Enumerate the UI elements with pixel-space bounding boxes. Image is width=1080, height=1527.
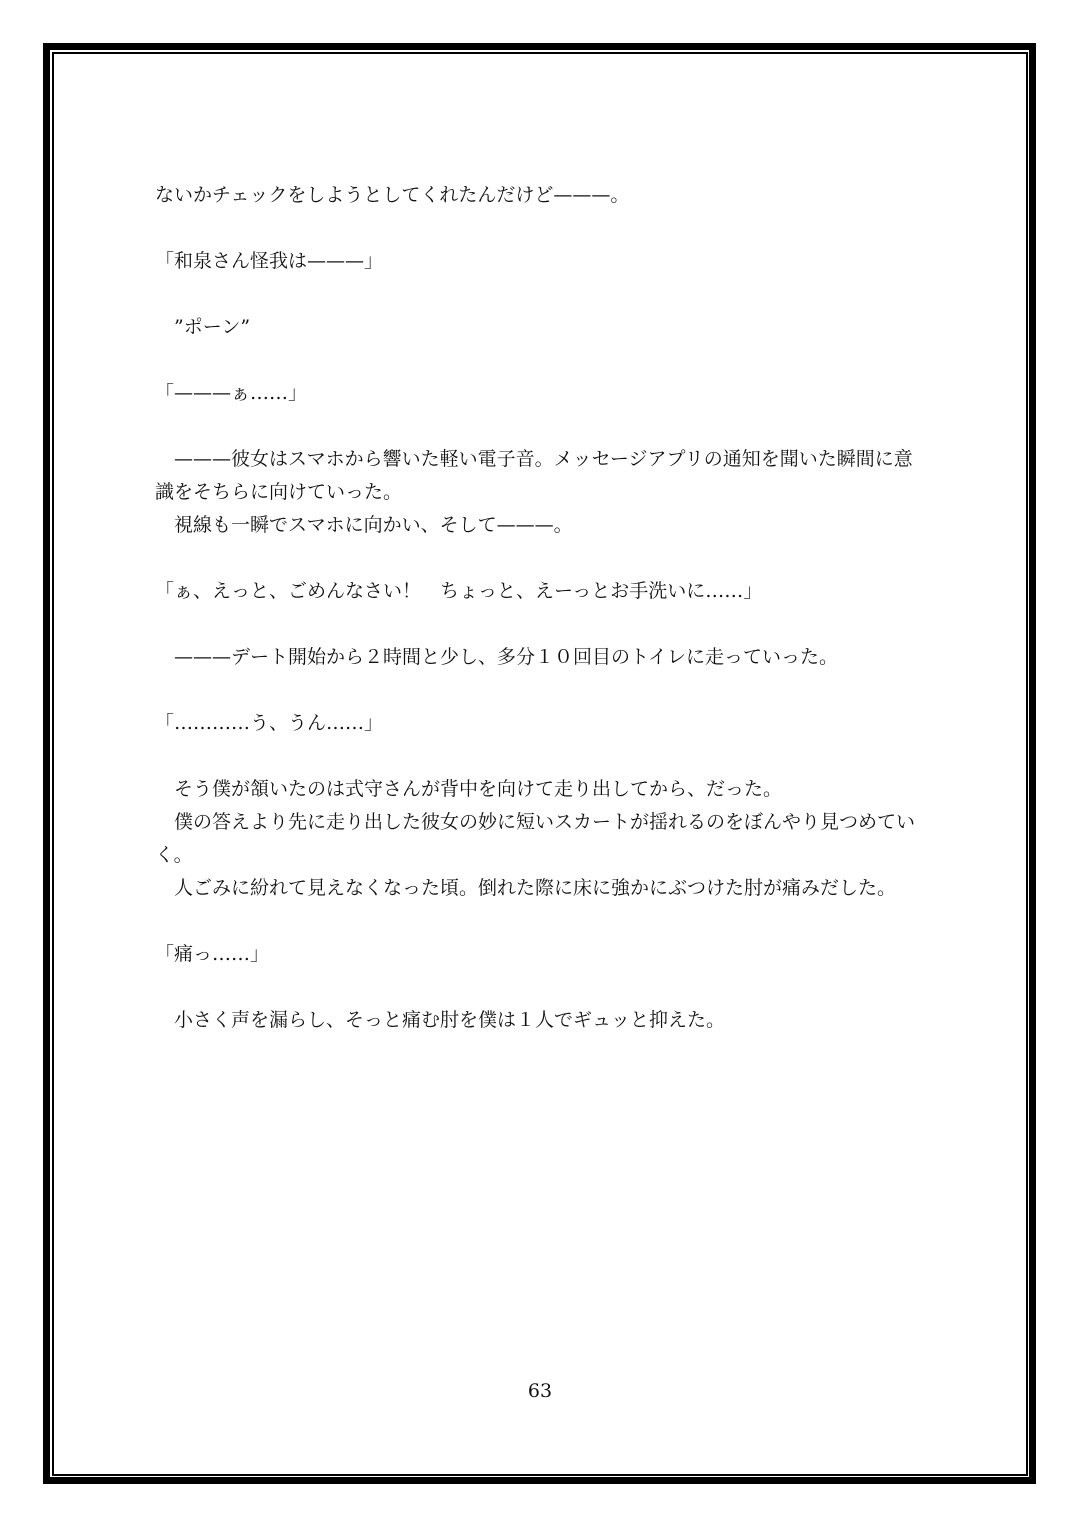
text-line: ないかチェックをしようとしてくれたんだけど———。 [155,184,630,206]
text-line: そう僕が頷いたのは式守さんが背中を向けて走り出してから、だった。 [155,778,783,800]
text-line: 「…………う、うん……」 [155,712,384,734]
blank-line [155,608,935,641]
blank-line [155,674,935,707]
text-line: ———彼女はスマホから響いた軽い電子音。メッセージアプリの通知を聞いた瞬間に意 [155,448,913,470]
text-line: 僕の答えより先に走り出した彼女の妙に短いスカートが揺れるのをぼんやり見つめてい [155,811,916,833]
blank-line [155,542,935,575]
text-line: く。 [155,844,193,866]
blank-line [155,278,935,311]
text-line: 「———ぁ……」 [155,382,308,404]
text-line: 「ぁ、えっと、ごめんなさい！ ちょっと、えーっとお手洗いに……」 [155,580,763,602]
text-line: ———デート開始から２時間と少し、多分１０回目のトイレに走っていった。 [155,646,839,668]
text-line: 「和泉さん怪我は———」 [155,250,384,272]
blank-line [155,212,935,245]
text-line: 識をそちらに向けていった。 [155,481,403,503]
blank-line [155,971,935,1004]
text-line: 小さく声を漏らし、そっと痛む肘を僕は１人でギュッと抑えた。 [155,1009,726,1031]
blank-line [155,344,935,377]
text-line: ”ポーン” [155,316,251,338]
blank-line [155,905,935,938]
text-line: 「痛っ……」 [155,943,270,965]
text-line: 人ごみに紛れて見えなくなった頃。倒れた際に床に強かにぶつけた肘が痛みだした。 [155,877,897,899]
page-number: 63 [527,1380,553,1402]
text-line: 視線も一瞬でスマホに向かい、そして———。 [155,514,573,536]
blank-line [155,410,935,443]
body-text [155,179,935,1037]
blank-line [155,740,935,773]
